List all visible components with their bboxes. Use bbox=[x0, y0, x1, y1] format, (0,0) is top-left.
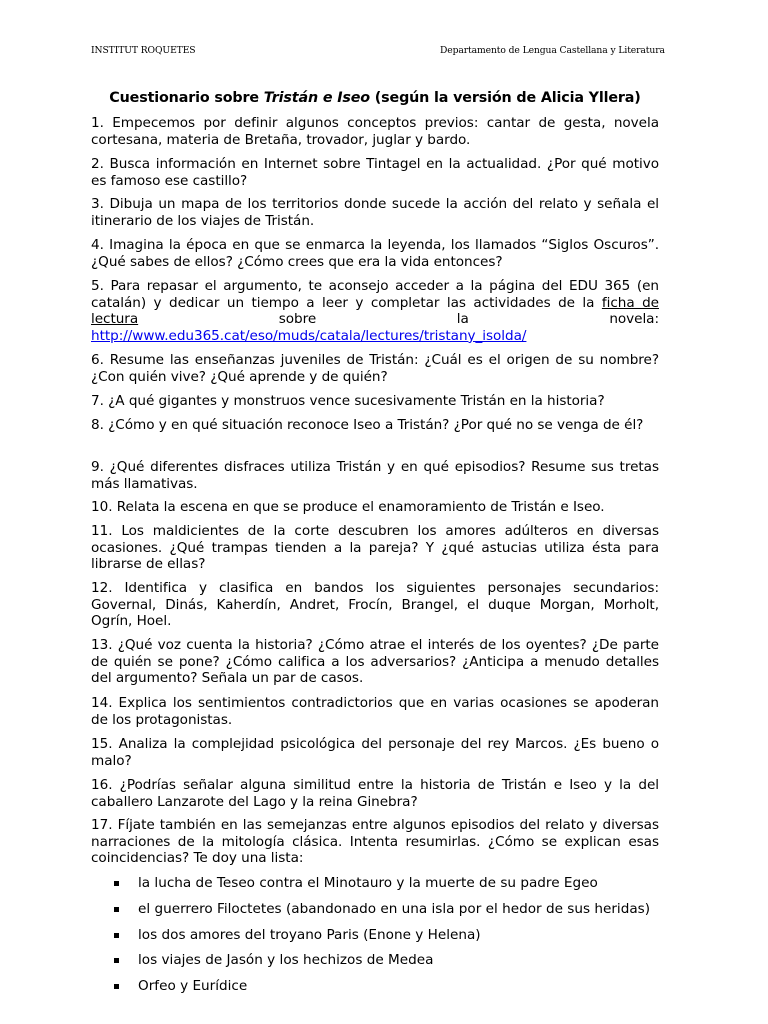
bullet-square-icon bbox=[114, 881, 119, 886]
question-2: 2. Busca información en Internet sobre Tintagel en la actualidad. ¿Por qué motivo es famoso ese castillo? bbox=[91, 156, 659, 189]
question-16: 16. ¿Podrías señalar alguna similitud entre la historia de Tristán e Iseo y la del caballero Lanzarote del Lago y la reina Ginebra? bbox=[91, 777, 659, 810]
question-6: 6. Resume las enseñanzas juveniles de Tristán: ¿Cuál es el origen de su nombre? ¿Con quién vive? ¿Qué aprende y de quién? bbox=[91, 352, 659, 385]
list-item bbox=[91, 901, 659, 918]
edu365-link[interactable]: http://www.edu365.cat/eso/muds/catala/lectures/tristany_isolda/ bbox=[91, 327, 527, 344]
bullet-square-icon bbox=[114, 907, 119, 912]
list-item bbox=[91, 978, 659, 995]
question-5 bbox=[91, 278, 659, 344]
list-item-text: los dos amores del troyano Paris (Enone y Helena) bbox=[138, 926, 481, 943]
question-3: 3. Dibuja un mapa de los territorios donde sucede la acción del relato y señala el itinerario de los viajes de Tristán. bbox=[91, 196, 659, 229]
page-title bbox=[91, 90, 659, 106]
question-11: 11. Los maldicientes de la corte descubren los amores adúlteros en diversas ocasiones. ¿Qué trampas tienden a la pareja? Y ¿qué astucias utiliza ésta para librarse de ellas? bbox=[91, 523, 659, 573]
title-prefix: Cuestionario sobre bbox=[109, 90, 264, 106]
list-item-text: los viajes de Jasón y los hechizos de Medea bbox=[138, 952, 434, 969]
bullet-square-icon bbox=[114, 984, 119, 989]
bullet-square-icon bbox=[114, 933, 119, 938]
question-17: 17. Fíjate también en las semejanzas entre algunos episodios del relato y diversas narraciones de la mitología clásica. Intenta resumirlas. ¿Cómo se explican esas coincidencias? Te doy una lista: bbox=[91, 817, 659, 867]
question-8: 8. ¿Cómo y en qué situación reconoce Iseo a Tristán? ¿Por qué no se venga de él? bbox=[91, 417, 644, 433]
question-13: 13. ¿Qué voz cuenta la historia? ¿Cómo atrae el interés de los oyentes? ¿De parte de quién se pone? ¿Cómo califica a los adversarios? ¿Anticipa a menudo detalles del argumento? Señala un par de casos. bbox=[91, 637, 659, 687]
list-item bbox=[91, 927, 659, 944]
reading-sheet-link[interactable]: ficha de lectura bbox=[91, 294, 659, 328]
title-suffix: (según la versión de Alicia Yllera) bbox=[369, 90, 641, 106]
department-name: Departamento de Lengua Castellana y Literatura bbox=[440, 45, 665, 56]
bullet-square-icon bbox=[114, 958, 119, 963]
school-name: INSTITUT ROQUETES bbox=[91, 45, 196, 56]
question-15: 15. Analiza la complejidad psicológica del personaje del rey Marcos. ¿Es bueno o malo? bbox=[91, 736, 659, 769]
question-14: 14. Explica los sentimientos contradictorios que en varias ocasiones se apoderan de los protagonistas. bbox=[91, 695, 659, 728]
question-9: 9. ¿Qué diferentes disfraces utiliza Tristán y en qué episodios? Resume sus tretas más llamativas. bbox=[91, 459, 659, 492]
list-item bbox=[91, 875, 659, 892]
myth-list bbox=[91, 875, 659, 1004]
question-12: 12. Identifica y clasifica en bandos los siguientes personajes secundarios: Governal, Dinás, Kaherdín, Andret, Frocín, Brangel, el duque Morgan, Morholt, Ogrín, Hoel. bbox=[91, 580, 659, 630]
list-item-text: el guerrero Filoctetes (abandonado en una isla por el hedor de sus heridas) bbox=[138, 900, 651, 917]
question-4: 4. Imagina la época en que se enmarca la leyenda, los llamados “Siglos Oscuros”. ¿Qué sabes de ellos? ¿Cómo crees que era la vida entonces? bbox=[91, 237, 659, 270]
title-book: Tristán e Iseo bbox=[263, 90, 370, 106]
list-item bbox=[91, 952, 659, 969]
question-5-text: 5. Para repasar el argumento, te aconsejo acceder a la página del EDU 365 (en catalán) y dedicar un tiempo a leer y completar las actividades de la bbox=[91, 278, 659, 311]
question-7: 7. ¿A qué gigantes y monstruos vence sucesivamente Tristán en la historia? bbox=[91, 393, 605, 409]
list-item-text: la lucha de Teseo contra el Minotauro y la muerte de su padre Egeo bbox=[138, 875, 598, 891]
question-5-text-after: sobre la novela: bbox=[138, 311, 659, 328]
question-1: 1. Empecemos por definir algunos conceptos previos: cantar de gesta, novela cortesana, materia de Bretaña, trovador, juglar y bardo. bbox=[91, 115, 659, 148]
question-10: 10. Relata la escena en que se produce el enamoramiento de Tristán e Iseo. bbox=[91, 499, 605, 515]
list-item-text: Orfeo y Eurídice bbox=[138, 978, 248, 995]
